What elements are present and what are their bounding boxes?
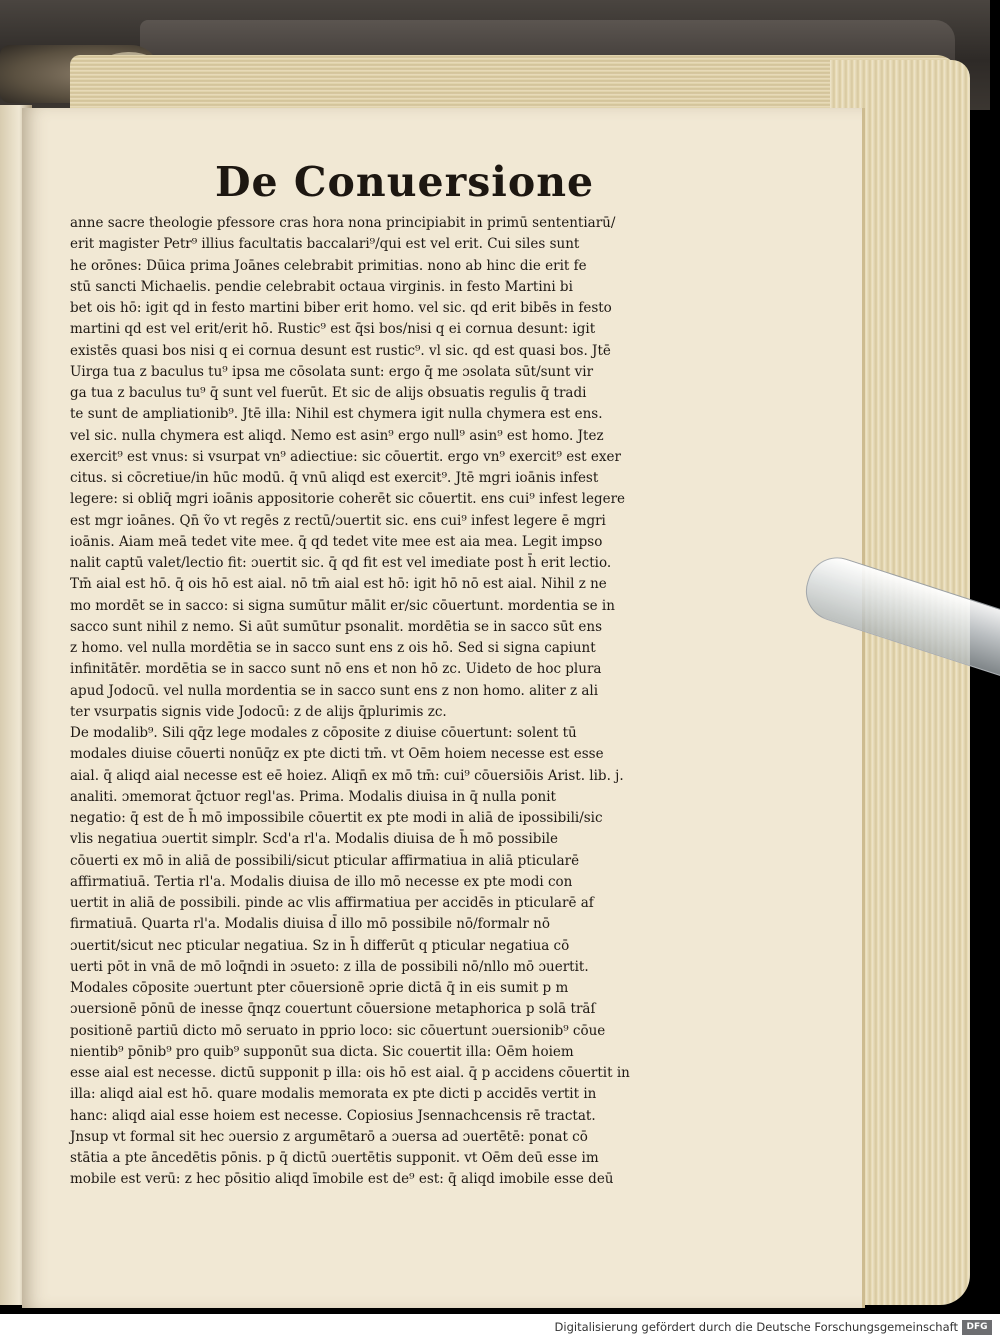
text-line: illa: aliqd aial est hō. quare modalis memorata ex pte dicti p accidēs vertit in <box>70 1086 597 1103</box>
text-line: apud Jodocū. vel nulla mordentia se in sacco sunt ens z non homo. aliter z ali <box>70 682 599 699</box>
text-line: hanc: aliqd aial esse hoiem est necesse. Copiosius Jsennachcensis rē tractat. <box>70 1107 596 1124</box>
text-line: analiti. ɔmemorat q̄ctuor regl'as. Prima. Modalis diuisa in q̄ nulla ponit <box>70 788 556 805</box>
text-line: martini qd est vel erit/erit hō. Rustic⁹ est q̄si bos/nisi q ei cornua desunt: igit <box>70 321 596 338</box>
text-line: modales diuise cōuerti nonūq̄z ex pte dicti tm̄. vt Oēm hoiem necesse est esse <box>70 746 604 763</box>
text-line: Uirga tua z baculus tu⁹ ipsa me cōsolata sunt: ergo q̄ me ɔsolata sūt/sunt vir <box>70 363 594 380</box>
text-line: aial. q̄ aliqd aial necesse est eē hoiez. Aliqn̄ ex mō tm̄: cui⁹ cōuersiōis Arist. lib. j. <box>70 767 624 784</box>
page-heading: De Conuersione <box>215 158 595 206</box>
page-block-top-edge <box>70 55 960 115</box>
text-line: he orōnes: Dūica prima Joānes celebrabit primitias. nono ab hinc die erit fe <box>70 257 587 274</box>
text-line: citus. si cōcretiue/in hūc modū. q̄ vnū aliqd est exercit⁹. Jtē mgri ioānis infest <box>70 470 599 486</box>
text-line: firmatiuā. Quarta rl'a. Modalis diuisa d̄ illo mō possibile nō/formalr nō <box>70 916 550 933</box>
text-line: ɔuertit/sicut nec pticular negatiua. Sz in h̄ differūt q pticular negatiua cō <box>70 937 570 954</box>
body-text <box>70 213 670 1191</box>
text-line: cōuerti ex mō in aliā de possibili/sicut pticular affirmatiua in aliā pticularē <box>70 852 580 869</box>
text-line: mobile est verū: z hec pōsitio aliqd īmobile est de⁹ est: q̄ aliqd imobile esse deū <box>70 1171 614 1188</box>
text-line: sacco sunt nihil z nemo. Si aūt sumūtur psonalit. mordētia se in sacco sūt ens <box>70 618 603 635</box>
text-line: affirmatiuā. Tertia rl'a. Modalis diuisa de illo mō necesse ex pte modi con <box>70 873 573 890</box>
text-line: uerti pōt in vnā de mō loq̄ndi in ɔsueto: z illa de possibili nō/nllo mō ɔuertit. <box>70 958 589 975</box>
text-line: ter vsurpatis signis vide Jodocū: z de alijs q̄plurimis zc. <box>70 703 447 720</box>
text-line: Modales cōposite ɔuertunt pter cōuersionē ɔprie dictā q̄ in eis sumit p m <box>70 980 569 996</box>
text-line: uertit in aliā de possibili. pinde ac vlis affirmatiua per accidēs in pticularē af <box>70 895 594 911</box>
text-line: nientib⁹ pōnib⁹ pro quib⁹ supponūt sua dicta. Sic couertit illa: Oēm hoiem <box>70 1043 574 1060</box>
text-line: positionē partiū dicto mō seruato in pprio loco: sic cōuertunt ɔuersionib⁹ cōue <box>70 1022 606 1039</box>
text-line: negatio: q̄ est de h̄ mō impossibile cōuertit ex pte modi in aliā de ipossibili/sic <box>70 810 603 826</box>
text-line: vel sic. nulla chymera est aliqd. Nemo est asin⁹ ergo null⁹ asin⁹ est homo. Jtez <box>70 427 604 444</box>
text-line: vlis negatiua ɔuertit simplr. Scd'a rl'a. Modalis diuisa de h̄ mō possibile <box>70 831 559 848</box>
text-line: stū sancti Michaelis. pendie celebrabit octaua virginis. in festo Martini bi <box>70 278 573 295</box>
text-line: est mgr ioānes. Qn̄ ṽo vt regēs z rectū/ɔuertit sic. ens cui⁹ infest legere ē mgri <box>70 512 606 529</box>
text-line: stātia a pte āncedētis pōnis. p q̄ dictū ɔuertētis supponit. vt Oēm deū esse im <box>70 1150 599 1166</box>
text-line: te sunt de ampliationib⁹. Jtē illa: Nihil est chymera igit nulla chymera est ens. <box>70 406 603 423</box>
text-line: z homo. vel nulla mordētia se in sacco sunt ens z ois hō. Sed si signa capiunt <box>70 640 596 656</box>
text-line: legere: si obliq̄ mgri ioānis appositorie coherēt sic cōuertit. ens cui⁹ infest legere <box>70 491 626 508</box>
text-line: mo mordēt se in sacco: si signa sumūtur mālit er/sic cōuertunt. mordentia se in <box>70 597 615 614</box>
digitization-credit: Digitalisierung gefördert durch die Deutsche Forschungsgemeinschaft <box>554 1320 958 1334</box>
dfg-logo: DFG <box>962 1320 992 1335</box>
text-line: infinitātēr. mordētia se in sacco sunt nō ens et non hō zc. Uideto de hoc plura <box>70 661 602 678</box>
text-line: existēs quasi bos nisi q ei cornua desunt est rustic⁹. vl sic. qd est quasi bos. Jtē <box>70 342 611 359</box>
text-line: De modalib⁹. Sili qq̄z lege modales z cōposite z diuise cōuertunt: solent tū <box>70 725 577 741</box>
text-line: Tm̄ aial est hō. q̄ ois hō est aial. nō tm̄ aial est hō: igit hō nō est aial. Nihil z ne <box>70 576 607 593</box>
text-line: erit magister Petr⁹ illius facultatis baccalari⁹/qui est vel erit. Cui siles sunt <box>70 236 580 253</box>
text-line: exercit⁹ est vnus: si vsurpat vn⁹ adiectiue: sic cōuertit. ergo vn⁹ exercit⁹ est exer <box>70 448 621 465</box>
text-line: ioānis. Aiam meā tedet vite mee. q̄ qd tedet vite mee est aia mea. Legit impso <box>70 533 603 550</box>
text-line: ga tua z baculus tu⁹ q̄ sunt vel fuerūt. Et sic de alijs obsuatis regulis q̄ tradi <box>70 385 587 401</box>
text-line: esse aial est necesse. dictū supponit p illa: ois hō est aial. q̄ p accidens cōuertit in <box>70 1065 630 1081</box>
text-line: bet ois hō: igit qd in festo martini biber erit homo. vel sic. qd erit bibēs in festo <box>70 300 612 316</box>
text-line: Jnsup vt formal sit hec ɔuersio z argumētarō a ɔuersa ad ɔuertētē: ponat cō <box>70 1128 588 1145</box>
text-line: anne sacre theologie pfessore cras hora nona principiabit in primū sententiarū/ <box>70 215 616 231</box>
text-line: nalit captū valet/lectio fit: ɔuertit sic. q̄ qd fit est vel imediate post h̄ erit lectio. <box>70 555 612 571</box>
text-line: ɔuersionē pōnū de inesse q̄nqz couertunt cōuersione metaphorica p solā trāſ <box>70 1001 596 1018</box>
